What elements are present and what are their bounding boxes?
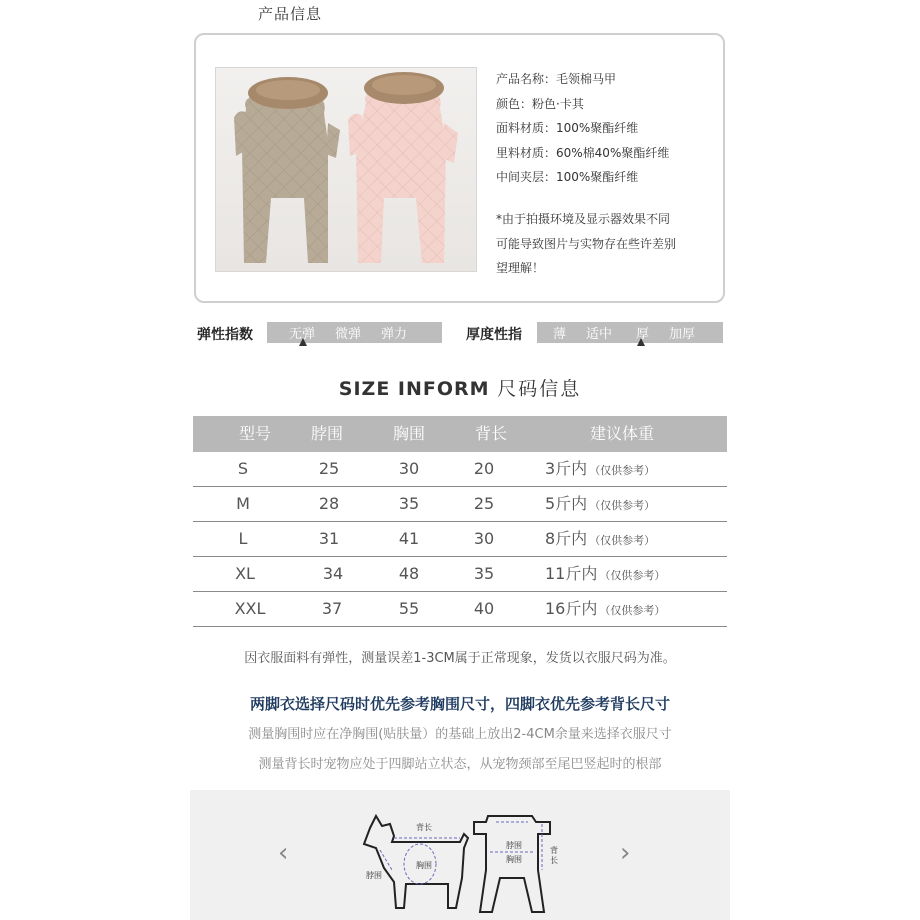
elasticity-option-slight: 微弹	[335, 327, 362, 342]
cell-back: 25	[473, 494, 495, 513]
size-tip-main: 两脚衣选择尺码时优先参考胸围尺寸，四脚衣优先参考背长尺寸	[249, 695, 670, 713]
size-title-en: SIZE INFORM	[338, 378, 490, 400]
cell-chest: 41	[398, 529, 420, 548]
cell-chest: 48	[398, 564, 420, 583]
header-size: 型号	[238, 424, 271, 443]
measurement-diagram	[190, 790, 730, 920]
size-title-cn: 尺码信息	[497, 378, 582, 400]
thickness-marker-icon	[637, 338, 645, 346]
table-header	[193, 416, 727, 452]
thickness-option-medium: 适中	[586, 327, 613, 342]
cell-size: L	[238, 529, 248, 548]
cell-neck: 34	[322, 564, 344, 583]
cell-chest: 30	[398, 459, 420, 478]
weight-note: （仅供参考）	[599, 604, 666, 617]
cell-weight	[545, 452, 715, 486]
cell-size: M	[236, 494, 250, 513]
elasticity-label: 弹性指数	[197, 327, 253, 343]
disclaimer-line-3: 望理解！	[496, 261, 545, 275]
size-footnote: 因衣服面料有弹性，测量误差1-3CM属于正常现象，发货以衣服尺码为准。	[244, 651, 676, 666]
section-title: 产品信息	[258, 5, 323, 23]
elasticity-option-stretch: 弹力	[381, 327, 408, 342]
weight-note: （仅供参考）	[599, 569, 666, 582]
cell-weight	[545, 557, 715, 591]
dog-chest-label: 胸围	[416, 861, 432, 870]
weight-value: 16斤内	[545, 599, 598, 618]
weight-value: 11斤内	[545, 564, 598, 583]
cell-size: XL	[235, 564, 255, 583]
cell-neck: 31	[318, 529, 340, 548]
thickness-option-extra-thick: 加厚	[669, 327, 696, 342]
garment-neck-label: 脖围	[506, 841, 522, 850]
cell-weight	[545, 487, 715, 521]
cell-back: 35	[473, 564, 495, 583]
disclaimer-line-2: 可能导致图片与实物存在些许差别	[496, 236, 677, 251]
cell-weight	[545, 592, 715, 626]
dog-jacket-illustration	[216, 68, 476, 271]
cell-size: S	[237, 459, 249, 478]
header-weight: 建议体重	[589, 424, 654, 443]
cell-size: XXL	[234, 599, 266, 618]
cell-neck: 25	[318, 459, 340, 478]
header-neck: 脖围	[310, 424, 343, 443]
table-row	[193, 557, 727, 592]
weight-value: 3斤内	[545, 459, 588, 478]
table-row	[193, 452, 727, 487]
garment-chest-label: 胸围	[506, 855, 522, 864]
pink-jacket	[348, 72, 458, 263]
measurement-illustration	[350, 808, 570, 918]
cell-back: 20	[473, 459, 495, 478]
thickness-label: 厚度性指	[466, 327, 522, 343]
table-row	[193, 487, 727, 522]
disclaimer-line-1: *由于拍摄环境及显示器效果不同	[496, 212, 671, 226]
disclaimer	[496, 207, 721, 281]
elasticity-bar	[267, 322, 442, 343]
spec-middle-layer: 中间夹层：100%聚酯纤维	[496, 170, 639, 184]
weight-value: 5斤内	[545, 494, 588, 513]
elasticity-option-none: 无弹	[289, 327, 316, 342]
product-photo	[215, 67, 477, 272]
dog-neck-label: 脖围	[366, 871, 382, 880]
cell-weight	[545, 522, 715, 556]
spec-name: 产品名称：毛领棉马甲	[496, 72, 617, 86]
dog-back-label: 背长	[416, 823, 432, 832]
header-back: 背长	[474, 424, 507, 443]
spec-outer-material: 面料材质：100%聚酯纤维	[496, 121, 639, 135]
cell-back: 30	[473, 529, 495, 548]
weight-note: （仅供参考）	[589, 499, 656, 512]
chevron-right-icon: ›	[620, 838, 631, 868]
spec-lining-material: 里料材质：60%棉40%聚酯纤维	[496, 145, 670, 160]
thickness-option-thin: 薄	[553, 327, 567, 342]
header-chest: 胸围	[392, 424, 425, 443]
table-row	[193, 592, 727, 627]
khaki-jacket	[234, 77, 340, 263]
table-row	[193, 522, 727, 557]
size-tip-line-1: 测量胸围时应在净胸围(贴肤量）的基础上放出2-4CM余量来选择衣服尺寸	[248, 727, 672, 742]
size-tip-line-2: 测量背长时宠物应处于四脚站立状态，从宠物颈部至尾巴竖起时的根部	[258, 757, 662, 772]
weight-note: （仅供参考）	[589, 534, 656, 547]
cell-back: 40	[473, 599, 495, 618]
thickness-bar	[537, 322, 723, 343]
cell-chest: 55	[398, 599, 420, 618]
cell-neck: 37	[321, 599, 343, 618]
chevron-left-icon: ‹	[278, 838, 289, 868]
garment-back-label: 背长	[550, 846, 558, 865]
weight-note: （仅供参考）	[589, 464, 656, 477]
elasticity-marker-icon	[299, 338, 307, 346]
size-table-title	[0, 374, 920, 401]
cell-neck: 28	[318, 494, 340, 513]
spec-color: 颜色：粉色·卡其	[496, 96, 584, 111]
cell-chest: 35	[398, 494, 420, 513]
thickness-option-thick: 厚	[636, 327, 650, 342]
weight-value: 8斤内	[545, 529, 588, 548]
spec-list	[496, 67, 721, 190]
